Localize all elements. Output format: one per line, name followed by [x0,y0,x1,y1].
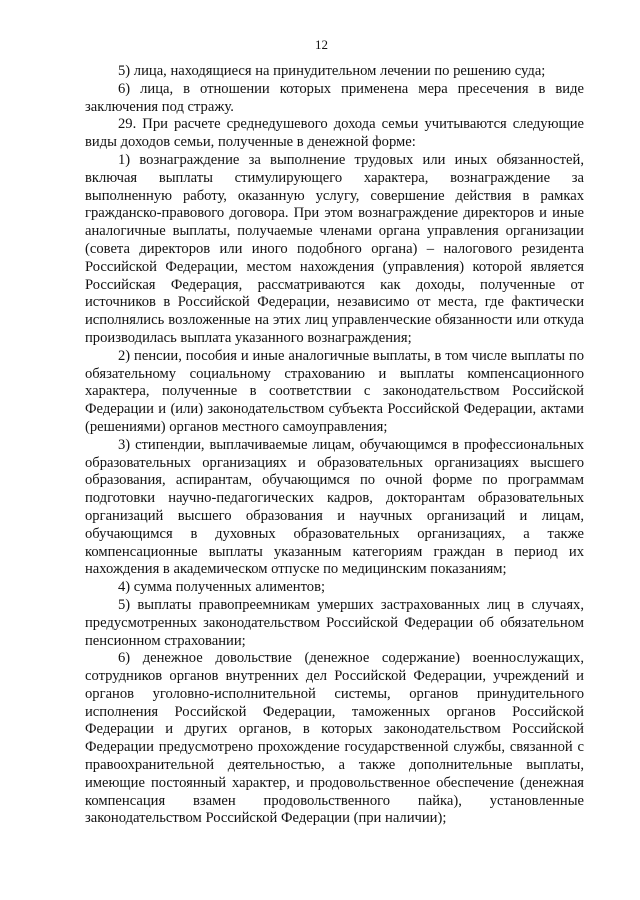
document-body [85,63,584,828]
paragraph-income-5-successor-payments: 5) выплаты правопреемникам умерших застрахованных лиц в случаях, предусмотренных законодательством Российской Федерации об обязательном пенсионном страховании; [85,596,584,649]
paragraph-item-6-detention: 6) лица, в отношении которых применена мера пресечения в виде заключения под стражу. [85,80,584,115]
paragraph-income-4-alimony: 4) сумма полученных алиментов; [118,579,326,596]
paragraph-clause-29: 29. При расчете среднедушевого дохода семьи учитываются следующие виды доходов семьи, полученные в денежной форме: [85,116,584,151]
paragraph-item-5-compulsory-treatment: 5) лица, находящиеся на принудительном лечении по решению суда; [118,63,546,79]
paragraph-income-3-stipends: 3) стипендии, выплачиваемые лицам, обучающимся в профессиональных образовательных организациях и образовательных организациях высшего образования, аспирантам, обучающимся по очной форме по программам подготовки научно-педагогических кадров, докторантам образовательных организаций высшего образования и научных организаций и лицам, обучающимся в духовных образовательных организациях, а также компенсационные выплаты указанным категориям граждан в период их нахождения в академическом отпуске по медицинским показаниям; [85,436,584,578]
paragraph-income-6-allowance: 6) денежное довольствие (денежное содержание) военнослужащих, сотрудников органов внутренних дел Российской Федерации, учреждений и органов уголовно-исполнительной системы, органов принудительного исполнения Российской Федерации, таможенных органов Российской Федерации и других органов, в которых законодательством Российской Федерации предусмотрено прохождение государственной службы, связанной с правоохранительной деятельностью, а также дополнительные выплаты, имеющие постоянный характер, и продовольственное обеспечение (денежная компенсация взамен продовольственного пайка), установленные законодательством Российской Федерации (при наличии); [85,650,584,827]
page-number: 12 [315,37,328,52]
paragraph-income-2-pensions: 2) пенсии, пособия и иные аналогичные выплаты, в том числе выплаты по обязательному социальному страхованию и выплаты компенсационного характера, полученные в соответствии с законодательством Российской Федерации и (или) законодательством субъекта Российской Федерации, актами (решениями) органов местного самоуправления; [85,347,584,435]
paragraph-income-1-remuneration: 1) вознаграждение за выполнение трудовых или иных обязанностей, включая выплаты стимулирующего характера, вознаграждение за выполненную работу, оказанную услугу, совершение действия в рамках гражданско-правового договора. При этом вознаграждение директоров и иные аналогичные выплаты, получаемые членами органа управления организации (совета директоров или иного подобного органа) – налогового резидента Российской Федерации, местом нахождения (управления) которой является Российская Федерация, рассматриваются как доходы, полученные от источников в Российской Федерации, независимо от места, где фактически исполнялись возложенные на этих лиц управленческие обязанности или откуда производилась выплата указанного вознаграждения; [85,151,584,346]
